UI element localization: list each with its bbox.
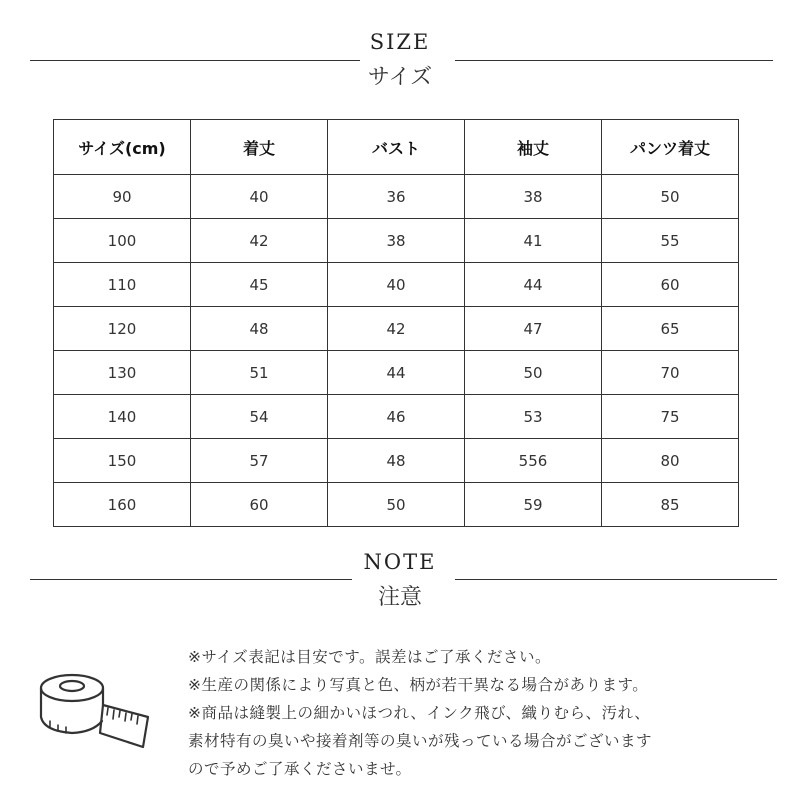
note-line: 素材特有の臭いや接着剤等の臭いが残っている場合がございます bbox=[188, 732, 653, 750]
table-row bbox=[54, 395, 739, 439]
table-cell: 150 bbox=[54, 439, 191, 483]
table-cell: 45 bbox=[191, 263, 328, 307]
notes-block bbox=[188, 643, 788, 783]
table-cell: 140 bbox=[54, 395, 191, 439]
table-cell: 42 bbox=[191, 219, 328, 263]
size-table bbox=[53, 119, 739, 527]
table-cell: 48 bbox=[328, 439, 465, 483]
table-cell: 40 bbox=[191, 175, 328, 219]
table-cell: 556 bbox=[465, 439, 602, 483]
header-bust: バスト bbox=[328, 120, 465, 175]
table-cell: 48 bbox=[191, 307, 328, 351]
table-row bbox=[54, 483, 739, 527]
table-cell: 57 bbox=[191, 439, 328, 483]
table-cell: 50 bbox=[465, 351, 602, 395]
table-cell: 70 bbox=[602, 351, 739, 395]
table-cell: 36 bbox=[328, 175, 465, 219]
header-size: サイズ(cm) bbox=[54, 120, 191, 175]
table-cell: 75 bbox=[602, 395, 739, 439]
header-pants-length: パンツ着丈 bbox=[602, 120, 739, 175]
table-cell: 50 bbox=[602, 175, 739, 219]
table-header-row bbox=[54, 120, 739, 175]
table-cell: 90 bbox=[54, 175, 191, 219]
table-cell: 160 bbox=[54, 483, 191, 527]
table-cell: 55 bbox=[602, 219, 739, 263]
table-cell: 110 bbox=[54, 263, 191, 307]
note-line: ※商品は縫製上の細かいほつれ、インク飛び、織りむら、汚れ、 bbox=[188, 704, 651, 722]
table-cell: 60 bbox=[602, 263, 739, 307]
note-title-jp: 注意 bbox=[377, 585, 422, 610]
note-line: ので予めご了承くださいませ。 bbox=[188, 760, 412, 778]
table-cell: 65 bbox=[602, 307, 739, 351]
table-cell: 41 bbox=[465, 219, 602, 263]
table-cell: 120 bbox=[54, 307, 191, 351]
table-cell: 54 bbox=[191, 395, 328, 439]
table-cell: 42 bbox=[328, 307, 465, 351]
table-row bbox=[54, 307, 739, 351]
table-cell: 80 bbox=[602, 439, 739, 483]
table-cell: 51 bbox=[191, 351, 328, 395]
table-cell: 38 bbox=[465, 175, 602, 219]
table-cell: 38 bbox=[328, 219, 465, 263]
table-cell: 47 bbox=[465, 307, 602, 351]
table-cell: 59 bbox=[465, 483, 602, 527]
table-cell: 53 bbox=[465, 395, 602, 439]
table-cell: 44 bbox=[328, 351, 465, 395]
size-title-en: SIZE bbox=[369, 30, 431, 54]
table-cell: 44 bbox=[465, 263, 602, 307]
table-cell: 50 bbox=[328, 483, 465, 527]
header-sleeve: 袖丈 bbox=[465, 120, 602, 175]
table-cell: 100 bbox=[54, 219, 191, 263]
note-title-en: NOTE bbox=[363, 550, 437, 574]
table-cell: 60 bbox=[191, 483, 328, 527]
table-cell: 40 bbox=[328, 263, 465, 307]
note-line: ※サイズ表記は目安です。誤差はご了承ください。 bbox=[188, 648, 552, 666]
size-title-jp: サイズ bbox=[367, 65, 433, 90]
measuring-tape-icon bbox=[30, 655, 155, 755]
table-row bbox=[54, 263, 739, 307]
header-length: 着丈 bbox=[191, 120, 328, 175]
table-cell: 85 bbox=[602, 483, 739, 527]
table-row bbox=[54, 439, 739, 483]
note-line: ※生産の関係により写真と色、柄が若干異なる場合があります。 bbox=[188, 676, 649, 694]
table-cell: 130 bbox=[54, 351, 191, 395]
table-row bbox=[54, 175, 739, 219]
table-cell: 46 bbox=[328, 395, 465, 439]
table-row bbox=[54, 219, 739, 263]
table-row bbox=[54, 351, 739, 395]
